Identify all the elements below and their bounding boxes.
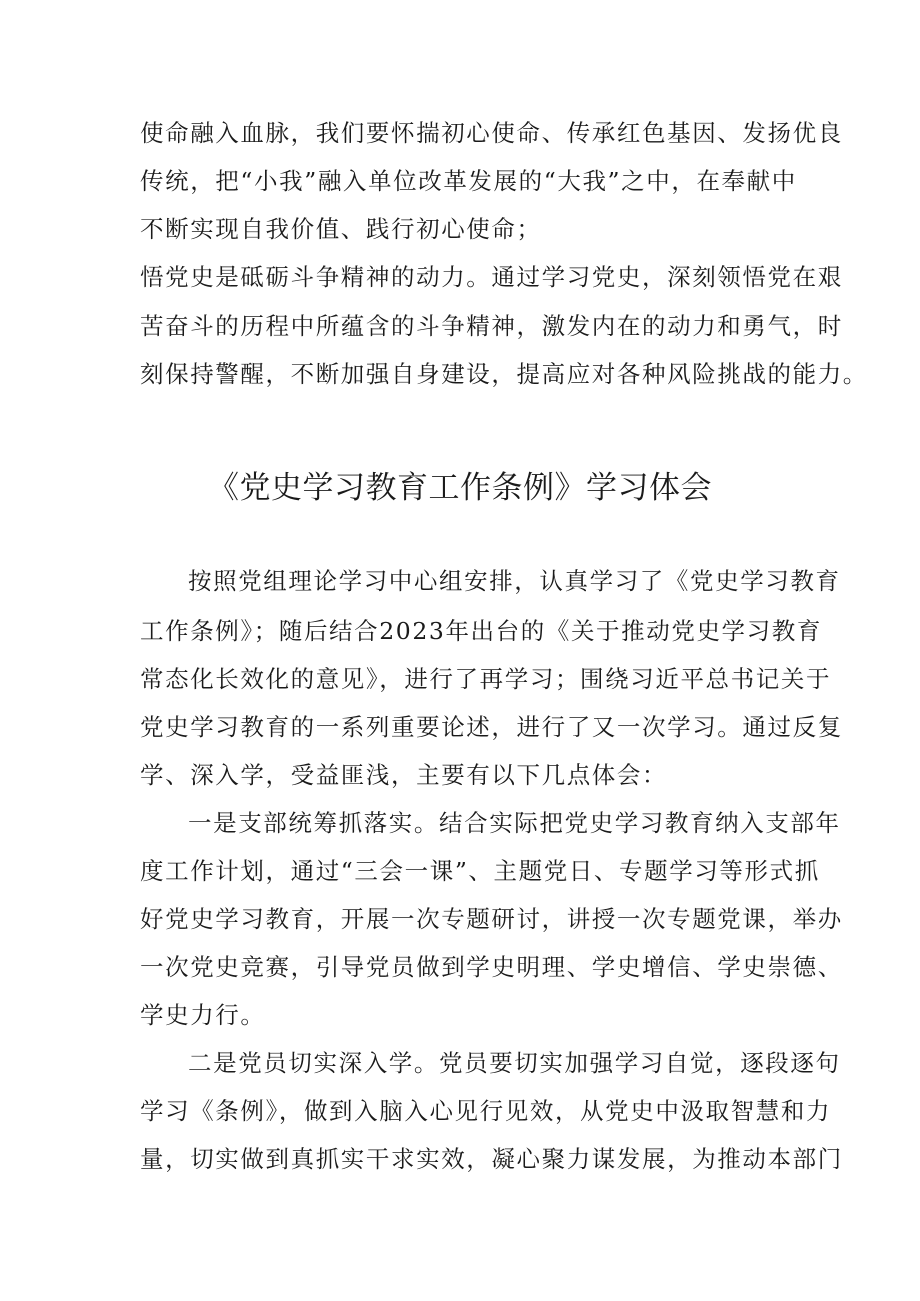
text-line: 学史力行。 — [140, 1001, 266, 1029]
text-line: 不断实现自我价值、践行初心使命； — [140, 215, 542, 243]
text-line: 常态化长效化的意见》，进行了再学习；围绕习近平总书记关于 — [140, 665, 832, 693]
text-line: 苦奋斗的历程中所蕴含的斗争精神，激发内在的动力和勇气，时 — [140, 312, 843, 340]
text-line: 度工作计划，通过“三会一课”、主题党日、专题学习等形式抓 — [140, 857, 820, 885]
text-line: 悟党史是砥砺斗争精神的动力。通过学习党史，深刻领悟党在艰 — [140, 263, 843, 291]
text-line: 好党史学习教育，开展一次专题研讨，讲授一次专题党课，举办 — [140, 905, 843, 933]
text-line: 工作条例》；随后结合2023年出台的《关于推动党史学习教育 — [140, 617, 822, 645]
text-line: 党史学习教育的一系列重要论述，进行了又一次学习。通过反复 — [140, 713, 843, 741]
text-line: 按照党组理论学习中心组安排，认真学习了《党史学习教育 — [188, 567, 841, 595]
text-line: 二是党员切实深入学。党员要切实加强学习自觉，逐段逐句 — [188, 1049, 841, 1077]
text-line: 传统，把“小我”融入单位改革发展的“大我”之中，在奉献中 — [140, 167, 797, 195]
text-line: 学习《条例》，做到入脑入心见行见效，从党史中汲取智慧和力 — [140, 1097, 832, 1125]
text-line: 一是支部统筹抓落实。结合实际把党史学习教育纳入支部年 — [188, 809, 841, 837]
text-line: 一次党史竞赛，引导党员做到学史明理、学史增信、学史崇德、 — [140, 953, 843, 981]
text-line: 使命融入血脉，我们要怀揣初心使命、传承红色基因、发扬优良 — [140, 119, 843, 147]
text-line: 量，切实做到真抓实干求实效，凝心聚力谋发展，为推动本部门 — [140, 1145, 843, 1173]
document-title: 《党史学习教育工作条例》学习体会 — [208, 470, 712, 506]
text-line: 学、深入学，受益匪浅，主要有以下几点体会： — [140, 761, 668, 789]
text-line: 刻保持警醒，不断加强自身建设，提高应对各种风险挑战的能力。 — [140, 360, 868, 388]
